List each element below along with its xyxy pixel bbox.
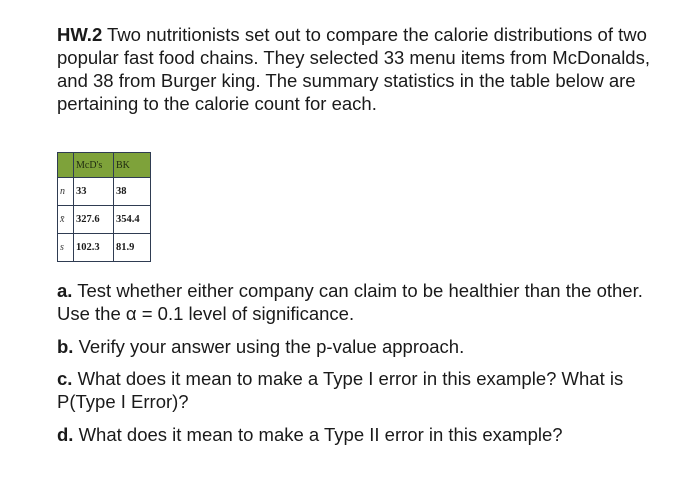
question-label: a. [57,280,73,301]
cell-mcd-mean: 327.6 [74,206,114,234]
question-label: c. [57,368,73,389]
row-symbol-s: s [58,234,74,262]
row-symbol-mean: x̄ [58,206,74,234]
table-row [58,178,151,206]
question-text: Test whether either company can claim to be healthier than the other. Use the α = 0.1 level of significance. [57,280,643,324]
cell-mcd-n: 33 [74,178,114,206]
problem-label: HW.2 [57,24,103,45]
table-row [58,234,151,262]
question-b [57,335,657,358]
question-label: d. [57,424,74,445]
header-mcd: McD's [74,153,114,178]
table-header-row [58,153,151,178]
cell-bk-mean: 354.4 [114,206,151,234]
table-row [58,206,151,234]
row-symbol-n: n [58,178,74,206]
summary-statistics-table [57,152,151,262]
question-text: What does it mean to make a Type I error in this example? What is P(Type I Error)? [57,368,624,412]
cell-mcd-s: 102.3 [74,234,114,262]
table-corner-cell [58,153,74,178]
problem-statement [57,23,657,115]
question-label: b. [57,336,74,357]
cell-bk-s: 81.9 [114,234,151,262]
header-bk: BK [114,153,151,178]
cell-bk-n: 38 [114,178,151,206]
problem-text: Two nutritionists set out to compare the calorie distributions of two popular fast food chains. They selected 33 menu items from McDonalds, and 38 from Burger king. The summary statistics in the table below are pertaining to the calorie count for each. [57,24,650,114]
question-text: What does it mean to make a Type II error in this example? [78,424,563,445]
question-text: Verify your answer using the p-value approach. [78,336,465,357]
question-c [57,367,657,413]
question-a [57,279,657,325]
question-d [57,423,657,446]
